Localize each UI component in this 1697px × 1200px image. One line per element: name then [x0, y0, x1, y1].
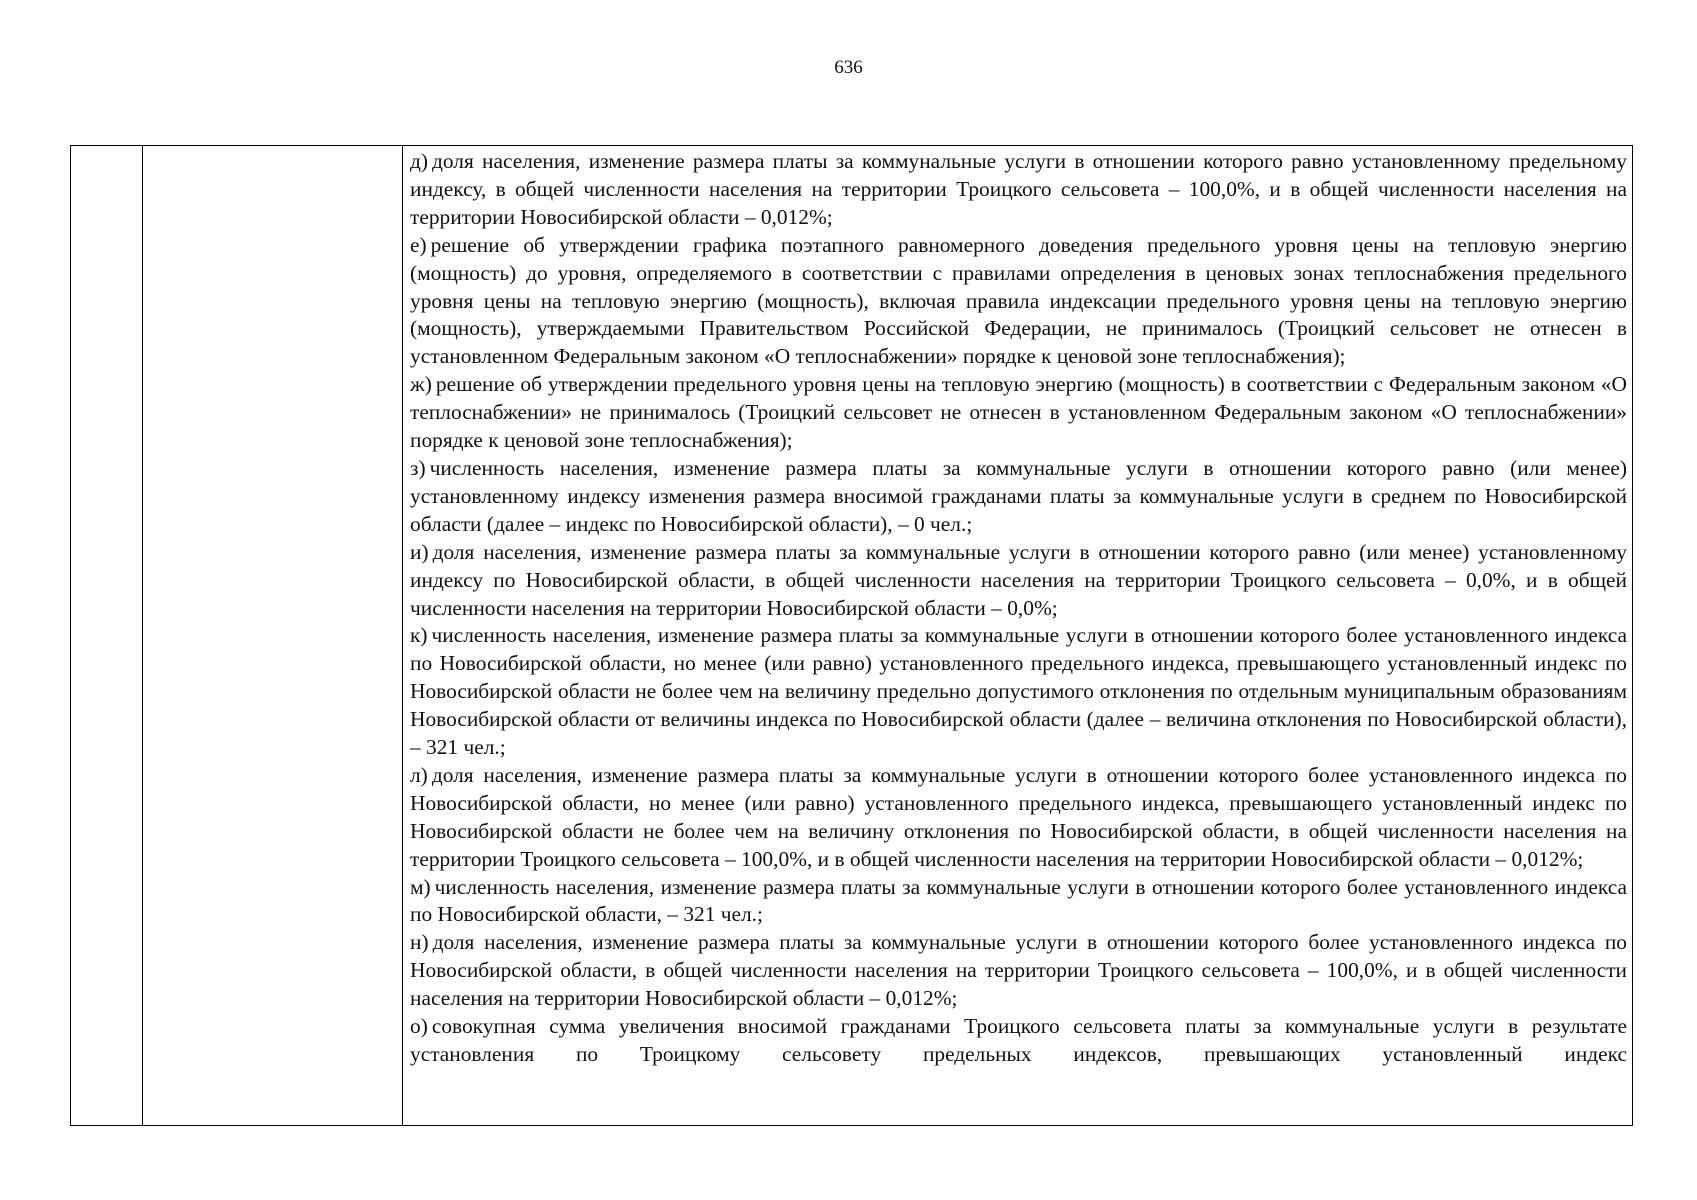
paragraph-i [410, 539, 1627, 623]
paragraph-n [410, 929, 1627, 1013]
paragraph-marker: д) [410, 149, 429, 173]
paragraph-marker: к) [410, 623, 428, 648]
table-row [71, 146, 1633, 1126]
paragraph-text: доля населения, изменение размера платы за коммунальные услуги в отношении которого равно (или менее) установленному индексу по Новосибирской области, в общей численности населения на территории Троицкого сельсовета – 0,0%, и в общей численности населения на территории Новосибирской области – 0,0%; [410, 539, 1627, 620]
paragraph-k [410, 622, 1627, 762]
paragraph-text: решение об утверждении графика поэтапного равномерного доведения предельного уровня цены на тепловую энергию (мощность) до уровня, определяемого в соответствии с правилами определения в ценовых зонах теплоснабжения предельного уровня цены на тепловую энергию (мощность), включая правила индексации предельного уровня цены на тепловую энергию (мощность), утверждаемыми Правительством Российской Федерации, не принималось (Троицкий сельсовет не отнесен в установленном Федеральным законом «О теплоснабжении» порядке к ценовой зоне теплоснабжения); [410, 232, 1627, 369]
page-number: 636 [834, 57, 863, 78]
paragraph-d [410, 148, 1627, 232]
paragraph-text: решение об утверждении предельного уровня цены на тепловую энергию (мощность) в соответствии с Федеральным законом «О теплоснабжении» не принималось (Троицкий сельсовет не отнесен в установленном Федеральным законом «О теплоснабжении» порядке к ценовой зоне теплоснабжения); [410, 372, 1627, 453]
document-table [70, 145, 1633, 1126]
paragraph-l [410, 762, 1627, 874]
table-cell-title [143, 146, 403, 1126]
paragraph-marker: л) [410, 762, 428, 787]
paragraph-text: численность населения, изменение размера платы за коммунальные услуги в отношении которого более установленного индекса по Новосибирской области, но менее (или равно) установленного предельного индекса, превышающего установленный индекс по Новосибирской области не более чем на величину предельно допустимого отклонения по отдельным муниципальным образованиям Новосибирской области от величины индекса по Новосибирской области (далее – величина отклонения по Новосибирской области), – 321 чел.; [410, 623, 1627, 760]
paragraph-marker: н) [410, 930, 429, 955]
paragraph-o [410, 1013, 1627, 1069]
paragraph-marker: м) [410, 874, 431, 899]
paragraph-m [410, 874, 1627, 930]
paragraph-marker: ж) [410, 372, 432, 397]
paragraph-text: численность населения, изменение размера платы за коммунальные услуги в отношении которого более установленного индекса по Новосибирской области, – 321 чел.; [410, 874, 1627, 927]
paragraph-marker: о) [410, 1014, 428, 1039]
paragraph-z [410, 455, 1627, 539]
paragraph-zh [410, 371, 1627, 455]
paragraph-marker: з) [410, 455, 426, 480]
paragraph-e [410, 232, 1627, 372]
paragraph-text: численность населения, изменение размера платы за коммунальные услуги в отношении которого равно (или менее) установленному индексу изменения размера вносимой гражданами платы за коммунальные услуги в среднем по Новосибирской области (далее – индекс по Новосибирской области), – 0 чел.; [410, 455, 1627, 536]
table-cell-content [403, 146, 1633, 1126]
paragraph-marker: и) [410, 539, 429, 564]
table-cell-number [71, 146, 143, 1126]
paragraph-marker: е) [410, 232, 427, 257]
paragraph-text: доля населения, изменение размера платы за коммунальные услуги в отношении которого более установленного индекса по Новосибирской области, но менее (или равно) установленного предельного индекса, превышающего установленный индекс по Новосибирской области не более чем на величину отклонения по Новосибирской области, в общей численности населения на территории Троицкого сельсовета – 100,0%, и в общей численности населения на территории Новосибирской области – 0,012%; [410, 762, 1627, 871]
paragraph-text: доля населения, изменение размера платы за коммунальные услуги в отношении которого равно установленному предельному индексу, в общей численности населения на территории Троицкого сельсовета – 100,0%, и в общей численности населения на территории Новосибирской области – 0,012%; [410, 149, 1627, 229]
paragraph-text: доля населения, изменение размера платы за коммунальные услуги в отношении которого более установленного индекса по Новосибирской области, в общей численности населения на территории Троицкого сельсовета – 100,0%, и в общей численности населения на территории Новосибирской области – 0,012%; [410, 930, 1627, 1011]
paragraph-text: совокупная сумма увеличения вносимой гражданами Троицкого сельсовета платы за коммунальные услуги в результате установления по Троицкому сельсовету предельных индексов, превышающих установленный индекс [410, 1014, 1627, 1066]
